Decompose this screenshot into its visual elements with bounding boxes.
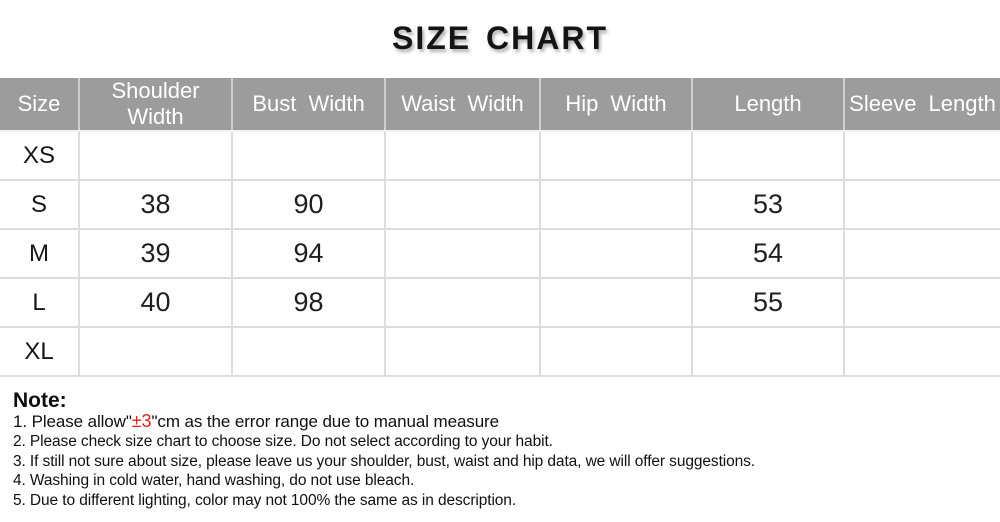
size-label: XS — [0, 131, 79, 180]
column-header-bust-width: Bust Width — [232, 78, 385, 131]
table-row-xl — [0, 327, 1000, 376]
column-header-hip-width: Hip Width — [540, 78, 692, 131]
cell-shoulder: 40 — [79, 278, 232, 327]
cell-length: 54 — [692, 229, 844, 278]
note-line-1-suffix: "cm as the error range due to manual measure — [151, 412, 499, 431]
cell-waist — [385, 180, 540, 229]
size-label: L — [0, 278, 79, 327]
note-line-1-tolerance: ±3 — [131, 411, 152, 431]
cell-hip — [540, 278, 692, 327]
column-header-waist-width: Waist Width — [385, 78, 540, 131]
cell-sleeve — [844, 327, 1000, 376]
cell-shoulder: 39 — [79, 229, 232, 278]
cell-length — [692, 327, 844, 376]
notes-heading: Note: — [13, 389, 67, 412]
cell-length — [692, 131, 844, 180]
column-header-sleeve-length: Sleeve Length — [844, 78, 1000, 131]
cell-waist — [385, 131, 540, 180]
table-row-xs — [0, 131, 1000, 180]
cell-bust — [232, 327, 385, 376]
notes-section — [13, 389, 1000, 511]
cell-sleeve — [844, 180, 1000, 229]
cell-sleeve — [844, 278, 1000, 327]
cell-length: 53 — [692, 180, 844, 229]
cell-hip — [540, 229, 692, 278]
table-header-row — [0, 78, 1000, 131]
note-line-4: 4. Washing in cold water, hand washing, do not use bleach. — [13, 472, 415, 490]
note-line-1 — [13, 412, 1000, 432]
cell-shoulder — [79, 327, 232, 376]
cell-hip — [540, 327, 692, 376]
cell-bust — [232, 131, 385, 180]
cell-waist — [385, 327, 540, 376]
cell-bust: 90 — [232, 180, 385, 229]
size-label: S — [0, 180, 79, 229]
note-line-1-prefix: 1. Please allow" — [13, 412, 132, 431]
page-title: SIZE CHART — [392, 20, 608, 56]
column-header-length: Length — [692, 78, 844, 131]
cell-waist — [385, 278, 540, 327]
cell-waist — [385, 229, 540, 278]
table-row-s — [0, 180, 1000, 229]
column-header-shoulder-width: Shoulder Width — [79, 78, 232, 131]
size-label: XL — [0, 327, 79, 376]
cell-length: 55 — [692, 278, 844, 327]
table-row-m — [0, 229, 1000, 278]
size-label: M — [0, 229, 79, 278]
cell-bust: 94 — [232, 229, 385, 278]
cell-hip — [540, 180, 692, 229]
cell-sleeve — [844, 131, 1000, 180]
cell-shoulder: 38 — [79, 180, 232, 229]
note-line-2: 2. Please check size chart to choose size. Do not select according to your habit. — [13, 432, 553, 450]
cell-sleeve — [844, 229, 1000, 278]
cell-shoulder — [79, 131, 232, 180]
cell-hip — [540, 131, 692, 180]
size-chart-table — [0, 78, 1000, 377]
note-line-3: 3. If still not sure about size, please leave us your shoulder, bust, waist and hip data, we will offer suggestions. — [13, 452, 756, 470]
column-header-size: Size — [0, 78, 79, 131]
table-row-l — [0, 278, 1000, 327]
cell-bust: 98 — [232, 278, 385, 327]
note-line-5: 5. Due to different lighting, color may not 100% the same as in description. — [13, 492, 517, 510]
